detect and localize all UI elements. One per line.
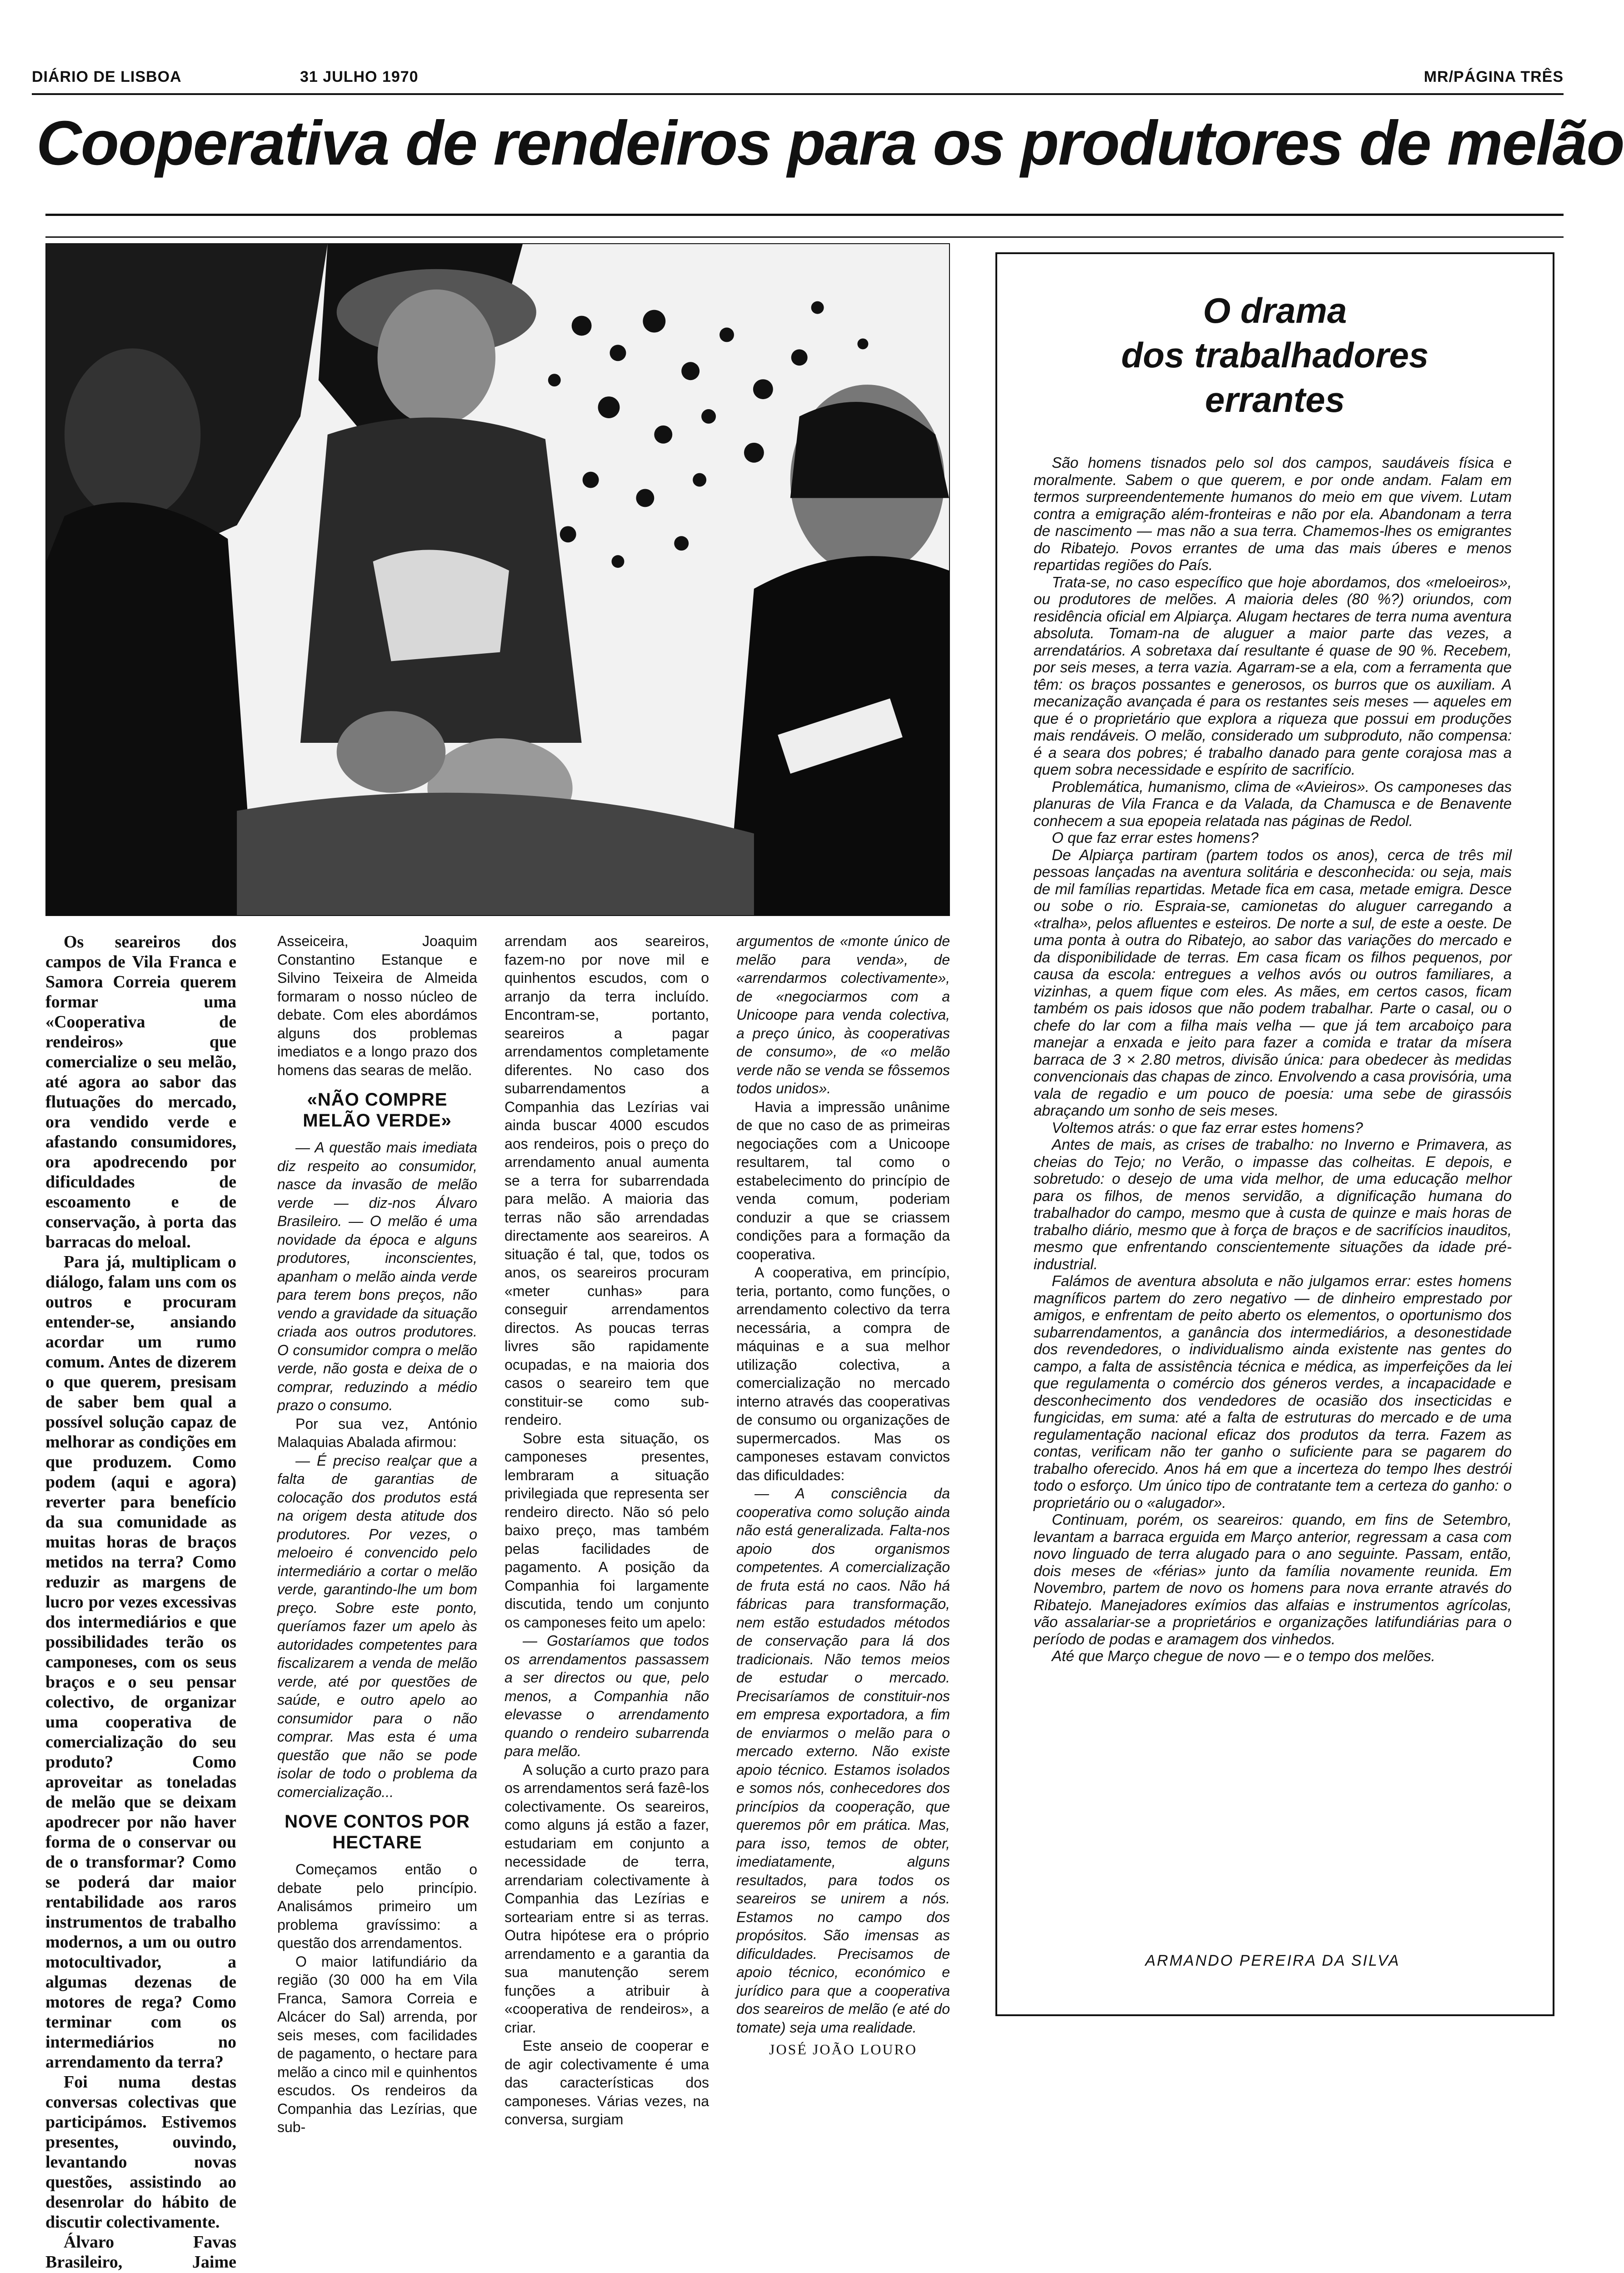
- paragraph: Havia a impressão unânime de que no caso de as primeiras negociações com a Unicoope resultarem, tal como o estabelecimento do princípio de venda comum, poderiam conduzir a que se criassem condições para a formação da cooperativa.: [736, 1098, 950, 1262]
- paragraph: argumentos de «monte único de melão para venda», de «arrendarmos colectivamente», de «negociarmos com a Unicoope para venda colectiva, a preço único, às cooperativas de consumo», de «o melão verde não se venda se fôssemos todos unidos».: [736, 933, 950, 1096]
- headline-rule-thin: [45, 236, 1564, 238]
- paragraph: Problemática, humanismo, clima de «Avieiros». Os camponeses das planuras de Vila Franca e da Valada, da Chamusca e de Benavente conhecem a sua epopeia relatada nas páginas de Redol.: [1034, 778, 1512, 829]
- newspaper-name: DIÁRIO DE LISBOA: [32, 68, 182, 85]
- subheading: NOVE CONTOS POR HECTARE: [285, 1812, 470, 1852]
- paragraph: O que faz errar estes homens?: [1052, 829, 1259, 846]
- sidebar-byline: ARMANDO PEREIRA DA SILVA: [1145, 1952, 1400, 1969]
- paragraph: Começamos então o debate pelo princípio. Analisámos primeiro um problema gravíssimo: a questão dos arrendamentos.: [277, 1861, 477, 1951]
- masthead: [32, 68, 1564, 95]
- paragraph: A solução a curto prazo para os arrendamentos será fazê-los colectivamente. Os seareiros, como alguns já estão a fazer, estudariam em conjunto a necessidade de terra, arrendariam colectivamente à Companhia das Lezírias e sorteariam entre si as terras. Outra hipótese era o próprio arrendamento e a garantia da sua manutenção serem funções a atribuir à «cooperativa de rendeiros», a criar.: [505, 1761, 709, 2036]
- paragraph: De Alpiarça partiram (partem todos os anos), cerca de três mil pessoas lançadas na aventura solitária e desconhecida: ou seja, mais de mil famílias repartidas. Metade fica em casa, metade emigra. Desce ou sobe o rio. Espraia-se, camionetas do aluguer carregando a «tralha», pelos afluentes e esteiros. De norte a sul, de este a oeste. De uma ponta à outra do Ribatejo, ao sabor das variações do mercado e da disponibilidade de terras. Em casa ficam os filhos pequenos, por causa da escola: entregues a velhos avós ou outros familiares, a vizinhas, a quem fique com eles. As mães, em certos casos, ficam também os pais idosos que não podem trabalhar. Parte o casal, ou o chefe do lar com a filha mais velha — que já tem arcaboiço para manejar a enxada e jeito para fazer a comida e tratar da mísera barraca de 3 × 2.80 metros, divisão única: para obedecer às medidas convencionais das chapas de zinco. Envolvendo a casa provisória, uma vala de regadio e um pouco de poesia: uma sebe de girassóis abraçando um sonho de seis meses.: [1034, 846, 1512, 1119]
- paragraph: Trata-se, no caso específico que hoje abordamos, dos «meloeiros», ou produtores de melões. A maioria deles (80 %?) oriundos, com residência oficial em Alpiarça. Alugam hectares de terra numa aventura absoluta. Tomam-na de aluguer a maior parte das vezes, a arrendatários. A sobretaxa daí resultante é quase de 90 %. Recebem, por seis meses, a terra vazia. Agarram-se a ela, com a ferramenta que têm: os braços possantes e generosos, os burros que os auxiliam. A mecanização avançada é para os restantes seis meses — aqueles em que é o proprietário que explora a riqueza que possui em produções mais rendáveis. O melão, considerado um subproduto, não compensa: é a seara dos pobres; é trabalho danado para gente corajosa mas a quem sobra necessidade e espírito de sacrifício.: [1034, 573, 1512, 778]
- paragraph: Para já, multiplicam o diálogo, falam uns com os outros e procuram entender-se, ansiando acordar um rumo comum. Antes de dizerem o que querem, presisam de saber bem qual a possível solução capaz de melhorar as condições em que produzem. Como podem (aqui e agora) reverter para benefício da sua comunidade as muitas horas de braços metidos na terra? Como reduzir as margens de lucro por vezes excessivas dos intermediários e que possibilidades terão os camponeses, com os seus braços e o seu pensar colectivo, de organizar uma cooperativa de comercialização do seu produto? Como aproveitar as toneladas de melão que se deixam apodrecer por não haver forma de o conservar ou de o transformar? Como se poderá dar maior rentabilidade aos raros instrumentos de trabalho modernos, a um ou outro motocultivador, a algumas dezenas de motores de rega? Como terminar com os intermediários no arrendamento da terra?: [45, 1252, 236, 2072]
- article-column-4: [736, 932, 950, 2036]
- paragraph: Os seareiros dos campos de Vila Franca e Samora Correia querem formar uma «Cooperativa de rendeiros» que comercialize o seu melão, até agora ao sabor das flutuações do mercado, ora vendido verde e afastando consumidores, ora apodrecendo por dificuldades de escoamento e de conservação, à porta das barracas do meloal.: [45, 932, 236, 1252]
- paragraph: Até que Março chegue de novo — e o tempo dos melões.: [1052, 1647, 1435, 1664]
- paragraph: Este anseio de cooperar e de agir colectivamente é uma das características dos camponeses. Várias vezes, na conversa, surgiam: [505, 2038, 709, 2128]
- paragraph: Falámos de aventura absoluta e não julgamos errar: estes homens magníficos partem do zero negativo — de dinheiro emprestado por amigos, e enfrentam de peito aberto os elementos, o oportunismo dos subarrendamentos, a ganância dos intermediários, a desonestidade dos revendedores, o individualismo ainda existente nas gentes do campo, a falta de assistência técnica e médica, as imperfeições da lei que regulamenta o comércio dos géneros verdes, a incapacidade e desconhecimento dos vendedores de ocasião dos insecticidas e fungicidas, em suma: até a falta de estruturas do mercado e de uma regulamentação nacional eficaz dos produtos da terra. Fazem as contas, verificam não ter ganho o suficiente para se pagarem do trabalho oferecido. Anos há em que a incerteza do tempo lhes destrói todo o esforço. Um único tipo de contratante tem a certeza do ganho: o proprietário ou o «alugador».: [1034, 1272, 1512, 1511]
- paragraph: Por sua vez, António Malaquias Abalada afirmou:: [277, 1415, 477, 1450]
- sidebar-title-line: errantes: [1205, 380, 1345, 420]
- paragraph: — A questão mais imediata diz respeito ao consumidor, nasce da invasão de melão verde — diz-nos Álvaro Brasileiro. — O melão é uma novidade da época e alguns produtores, inconscientes, apanham o melão ainda verde para terem bons preços, não vendo a gravidade da situação criada aos outros produtores. O consumidor compra o melão verde, não gosta e deixa de o comprar, reduzindo a médio prazo o consumo.: [277, 1139, 477, 1413]
- sidebar-box: [995, 252, 1554, 2016]
- paragraph: São homens tisnados pelo sol dos campos, saudáveis física e moralmente. Sabem o que querem, e por onde andam. Falam em termos surpreendentemente humanos do meio em que vivem. Lutam contra a emigração além-fronteiras e não por ela. Abandonam a terra de nascimento — mas não a sua terra. Chamemos-lhes os emigrantes do Ribatejo. Povos errantes de uma das mais úberes e menos repartidas regiões do País.: [1034, 454, 1512, 573]
- sidebar-title: [997, 288, 1553, 422]
- sidebar-body: [1034, 454, 1512, 1950]
- paragraph: Voltemos atrás: o que faz errar estes homens?: [1052, 1119, 1363, 1136]
- headline-rule-thick: [45, 214, 1564, 216]
- paragraph: — A consciência da cooperativa como solução ainda não está generalizada. Falta-nos apoio dos organismos competentes. A comercialização de fruta está no caos. Não há fábricas para transformação, nem estão estudados métodos de conservação para lá dos tradicionais. Não temos meios de estudar o mercado. Precisaríamos de constituir-nos em empresa exportadora, a fim de enviarmos o melão para o mercado externo. Não existe apoio técnico. Estamos isolados e somos nós, conhecedores dos princípios da cooperação, que queremos pôr em prática. Mas, para isso, temos de obter, imediatamente, alguns resultados, para todos os seareiros se unirem a nós. Estamos no campo dos propósitos. São imensas as dificuldades. Precisamos de apoio técnico, económico e jurídico para que a cooperativa dos seareiros de melão (e até do tomate) seja uma realidade.: [736, 1485, 950, 2036]
- paragraph: Continuam, porém, os seareiros: quando, em fins de Setembro, levantam a barraca erguida em Março anterior, regressam a casa com novo linguado de terra alugado para o ano seguinte. Passam, então, dois meses de «férias» junto da família novamente reunida. Em Novembro, partem de novo os homens para nova errante através do Ribatejo. Manejadores exímios das alfaias e instrumentos agrícolas, vão assalariar-se a proprietários e organizações latifundiárias para o período de podas e aramagem dos vinhedos.: [1034, 1511, 1512, 1647]
- news-photo: [45, 243, 950, 916]
- issue-date: 31 JULHO 1970: [300, 68, 419, 85]
- paragraph: — Gostaríamos que todos os arrendamentos passassem a ser directos ou que, pelo menos, a Companhia não elevasse o arrendamento quando o rendeiro subarrenda para melão.: [505, 1632, 709, 1759]
- paragraph: Antes de mais, as crises de trabalho: no Inverno e Primavera, as cheias do Tejo; no Verão, o impasse das colheitas. E depois, e sobretudo: o desejo de uma vida melhor, de uma educação melhor para os filhos, de menos servidão, a dignificação humana do trabalhador do campo, mesmo que à custa de quinze e mais horas de trabalho diário, mesmo que à força de braços e de sacrifícios inauditos, mesmo que enfrentando conscientemente situações da idade pré-industrial.: [1034, 1136, 1512, 1272]
- paragraph: A cooperativa, em princípio, teria, portanto, como funções, o arrendamento colectivo da terra necessária, a compra de máquinas e a sua melhor utilização colectiva, a comercialização no mercado interno através das cooperativas de consumo ou organizações de supermercados. Mas os camponeses estavam convictos das dificuldades:: [736, 1264, 950, 1483]
- masthead-rule: [32, 93, 1564, 95]
- sidebar-title-line: O drama: [1203, 290, 1347, 330]
- article-column-1: [45, 932, 236, 2272]
- article-column-2: [277, 932, 477, 2135]
- photo-illustration: [46, 244, 949, 915]
- paragraph: arrendam aos seareiros, fazem-no por nove mil e quinhentos escudos, com o arranjo da terra incluído. Encontram-se, portanto, seareiros a pagar arrendamentos completamente diferentes. No caso dos subarrendamentos a Companhia das Lezírias vai ainda buscar 4000 escudos aos rendeiros, pois o preço do arrendamento anual aumenta se a terra for subarrendada para melão. A maioria das terras não são arrendadas directamente aos seareiros. A situação é tal, que, todos os anos, os seareiros procuram «meter cunhas» para conseguir arrendamentos directos. As poucas terras livres são rapidamente ocupadas, e na maioria dos casos o seareiro tem que constituir-se como sub-rendeiro.: [505, 933, 709, 1428]
- page-label: MR/PÁGINA TRÊS: [1424, 68, 1564, 85]
- paragraph: Álvaro Favas Brasileiro, Jaime: [45, 2233, 236, 2272]
- article-column-3: [505, 932, 709, 2128]
- paragraph: Asseiceira, Joaquim Constantino Estanque e Silvino Teixeira de Almeida formaram o nosso núcleo de debate. Com eles abordámos alguns dos problemas imediatos e a longo prazo dos homens das searas de melão.: [277, 933, 477, 1078]
- article-byline: JOSÉ JOÃO LOURO: [769, 2041, 917, 2058]
- headline: Cooperativa de rendeiros para os produtores de melão: [36, 108, 1624, 178]
- paragraph: Foi numa destas conversas colectivas que participámos. Estivemos presentes, ouvindo, levantando novas questões, assistindo ao desenrolar do hábito de discutir colectivamente.: [45, 2073, 236, 2232]
- sidebar-title-line: dos trabalhadores: [1121, 335, 1429, 375]
- subheading: «NÃO COMPRE MELÃO VERDE»: [303, 1090, 452, 1131]
- paragraph: — É preciso realçar que a falta de garantias de colocação dos produtos está na origem desta atitude dos produtores. Por vezes, o meloeiro é convencido pelo intermediário a cortar o melão verde, garantindo-lhe um bom preço. Sobre este ponto, queríamos fazer um apelo às autoridades competentes para fiscalizarem a venda de melão verde, até por questões de saúde, e outro apelo ao consumidor para o não comprar. Mas esta é uma questão que não se pode isolar de todo o problema da comercialização...: [277, 1452, 477, 1800]
- paragraph: O maior latifundiário da região (30 000 ha em Vila Franca, Samora Correia e Alcácer do Sal) arrenda, por seis meses, com facilidades de pagamento, o hectare para melão a cinco mil e quinhentos escudos. Os rendeiros da Companhia das Lezírias, que sub-: [277, 1953, 477, 2135]
- paragraph: Sobre esta situação, os camponeses presentes, lembraram a situação privilegiada que representa ser rendeiro directo. Não só pelo baixo preço, mas também pelas facilidades de pagamento. A posição da Companhia foi largamente discutida, tendo um conjunto os camponeses feito um apelo:: [505, 1430, 709, 1631]
